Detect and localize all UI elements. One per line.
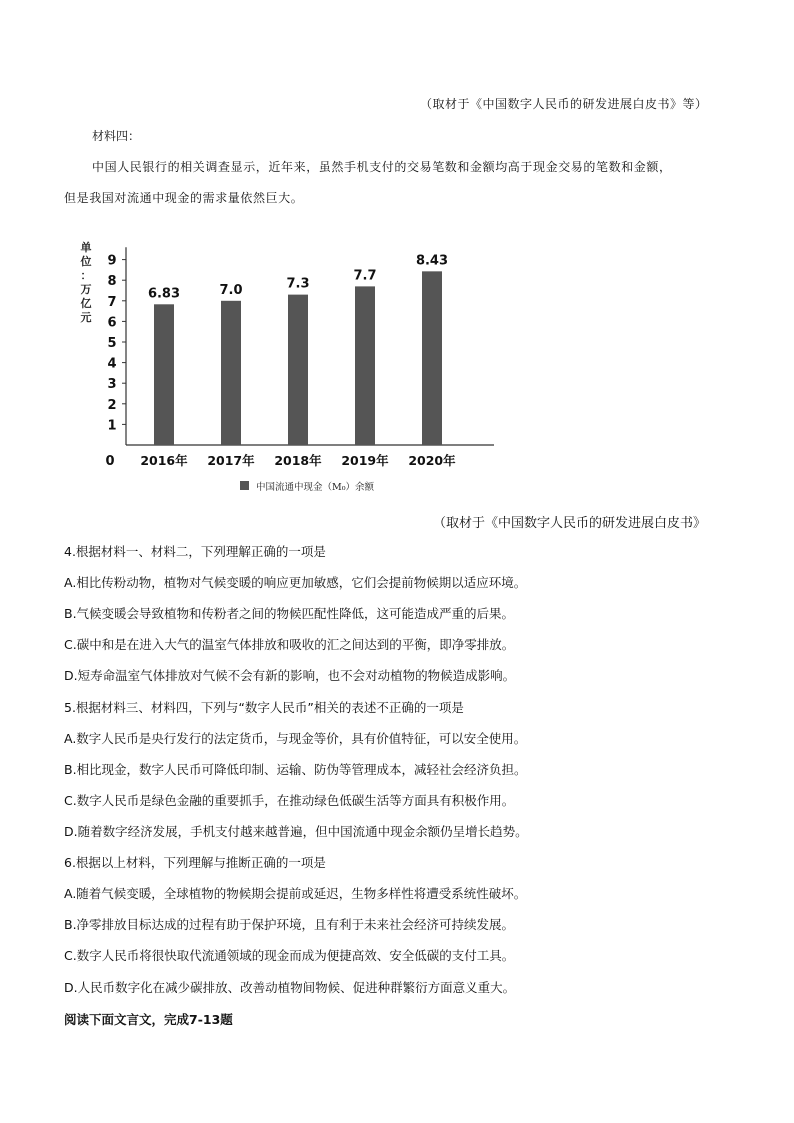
y-tick-label: 5 (107, 336, 117, 351)
question-5-stem: 5.根据材料三、材料四，下列与“数字人民币”相关的表述不正确的一项是 (64, 700, 464, 715)
bar (221, 301, 241, 445)
x-tick-label: 2020年 (408, 453, 456, 468)
classical-reading-prompt: 阅读下面文言文，完成7-13题 (64, 1012, 233, 1027)
y-tick-label: 4 (107, 356, 117, 372)
bar-value-label: 7.0 (219, 282, 243, 298)
cash-circulation-bar-chart (62, 215, 502, 500)
bar-value-label: 8.43 (415, 253, 449, 269)
question-6-option-c: C.数字人民币将很快取代流通领域的现金而成为便捷高效、安全低碳的支付工具。 (64, 948, 515, 963)
bar (288, 295, 308, 445)
y-axis-label-char: 亿 (80, 297, 92, 310)
y-axis-label-char: 位 (80, 255, 92, 268)
y-tick-label: 2 (107, 397, 117, 413)
question-4-option-b: B.气候变暖会导致植物和传粉者之间的物候匹配性降低，这可能造成严重的后果。 (64, 606, 515, 621)
x-tick-label: 2017年 (207, 453, 255, 468)
legend-swatch (240, 481, 249, 490)
question-5-option-c: C.数字人民币是绿色金融的重要抓手，在推动绿色低碳生活等方面具有积极作用。 (64, 793, 515, 808)
material-four-paragraph-line2: 但是我国对流通中现金的需求量依然巨大。 (64, 191, 304, 205)
legend-label: 中国流通中现金（M₀）余额 (256, 482, 375, 493)
bar-value-label: 6.83 (147, 286, 181, 302)
question-6-stem: 6.根据以上材料，下列理解与推断正确的一项是 (64, 855, 326, 870)
y-axis-label-char: 单 (80, 241, 92, 254)
y-tick-label: 6 (107, 315, 117, 331)
y-tick-label: 1 (107, 418, 117, 434)
question-5-option-b: B.相比现金，数字人民币可降低印制、运输、防伪等管理成本，减轻社会经济负担。 (64, 762, 527, 777)
question-5-option-a: A.数字人民币是央行发行的法定货币，与现金等价，具有价值特征，可以安全使用。 (64, 731, 527, 746)
bar-value-label: 7.3 (286, 276, 310, 292)
question-4-option-d: D.短寿命温室气体排放对气候不会有新的影响，也不会对动植物的物候造成影响。 (64, 668, 516, 683)
question-4-option-c: C.碳中和是在进入大气的温室气体排放和吸收的汇之间达到的平衡，即净零排放。 (64, 637, 515, 652)
bar-value-label: 7.7 (353, 268, 377, 284)
y-tick-label: 9 (107, 253, 117, 269)
y-axis-label-char: ： (80, 269, 92, 282)
question-4-option-a: A.相比传粉动物，植物对气候变暖的响应更加敏感，它们会提前物候期以适应环境。 (64, 575, 527, 590)
x-tick-label: 2018年 (274, 453, 322, 468)
y-axis-label-char: 元 (80, 311, 92, 324)
source-citation-top: （取材于《中国数字人民币的研发进展白皮书》等） (420, 97, 708, 111)
material-four-label: 材料四： (92, 129, 141, 143)
bar (422, 271, 442, 445)
material-four-paragraph-line1: 中国人民银行的相关调查显示，近年来，虽然手机支付的交易笔数和金额均高于现金交易的笔数和金额， (92, 160, 672, 174)
question-6-option-d: D.人民币数字化在减少碳排放、改善动植物间物候、促进种群繁衍方面意义重大。 (64, 980, 516, 995)
bar (154, 304, 174, 445)
x-tick-label: 2016年 (140, 453, 188, 468)
y-tick-label: 8 (107, 274, 117, 290)
question-5-option-d: D.随着数字经济发展，手机支付越来越普遍，但中国流通中现金余额仍呈增长趋势。 (64, 824, 528, 839)
question-6-option-b: B.净零排放目标达成的过程有助于保护环境，且有利于未来社会经济可持续发展。 (64, 917, 515, 932)
bar (355, 286, 375, 445)
question-6-option-a: A.随着气候变暖，全球植物的物候期会提前或延迟，生物多样性将遭受系统性破坏。 (64, 886, 527, 901)
question-4-stem: 4.根据材料一、材料二，下列理解正确的一项是 (64, 544, 326, 559)
y-axis-label-char: 万 (80, 283, 92, 296)
y-tick-label: 0 (105, 454, 115, 469)
y-tick-label: 7 (107, 294, 117, 310)
source-citation-chart: （取材于《中国数字人民币的研发进展白皮书》 (433, 516, 707, 531)
y-tick-label: 3 (107, 377, 117, 393)
x-tick-label: 2019年 (341, 453, 389, 468)
